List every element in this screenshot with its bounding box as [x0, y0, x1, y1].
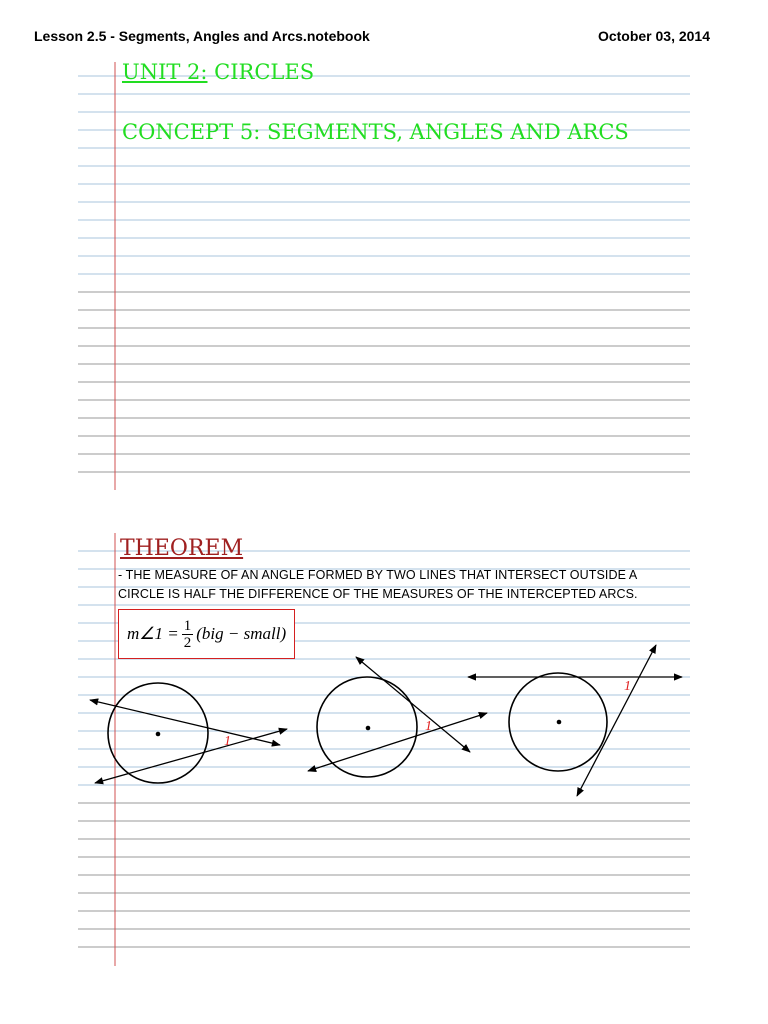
circle-3-center	[557, 720, 562, 725]
formula-rhs: (big − small)	[196, 624, 287, 643]
figure-secant-tangent	[308, 657, 487, 777]
figure-two-tangents	[468, 645, 682, 796]
angle-label-1: 1	[224, 734, 231, 749]
tangent-2	[356, 657, 470, 752]
angle-label-3: 1	[624, 679, 631, 694]
angle-label-2: 1	[425, 719, 432, 734]
secant-1a	[90, 700, 280, 745]
secant-1b	[95, 729, 287, 783]
figure-two-secants	[90, 683, 287, 783]
concept-title: CONCEPT 5: SEGMENTS, ANGLES AND ARCS	[122, 120, 629, 144]
secant-2	[308, 713, 487, 771]
notebook-file-title: Lesson 2.5 - Segments, Angles and Arcs.notebook	[34, 28, 370, 44]
circle-2-center	[366, 726, 371, 731]
circle-1-center	[156, 732, 161, 737]
unit-title: UNIT 2: CIRCLES	[122, 60, 315, 84]
tangent-3b	[577, 645, 656, 796]
theorem-line-2: CIRCLE IS HALF THE DIFFERENCE OF THE MEASURES OF THE INTERCEPTED ARCS.	[118, 587, 638, 601]
fraction-denominator: 2	[183, 634, 192, 651]
formula-lhs: m∠1 =	[127, 624, 179, 643]
theorem-line-1: - THE MEASURE OF AN ANGLE FORMED BY TWO LINES THAT INTERSECT OUTSIDE A	[118, 568, 638, 582]
theorem-heading: THEOREM	[120, 536, 244, 561]
notebook-date: October 03, 2014	[597, 28, 710, 44]
fraction-numerator: 1	[183, 617, 192, 634]
